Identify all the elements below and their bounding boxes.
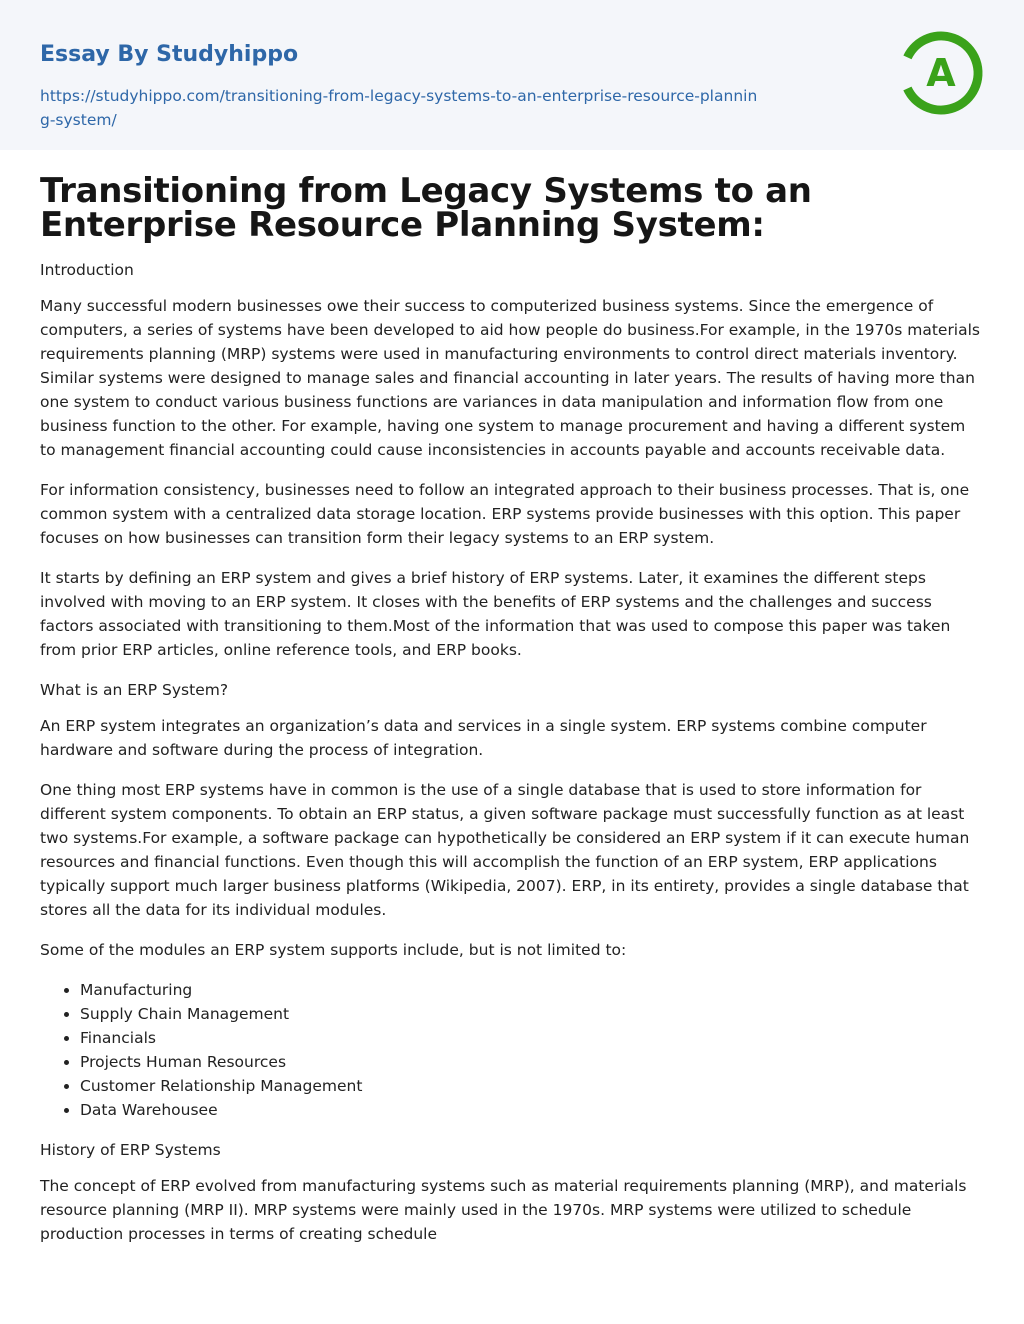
brand-title[interactable]: Essay By Studyhippo: [40, 42, 299, 67]
section-heading-what-is-erp: What is an ERP System?: [40, 681, 229, 699]
paragraph: It starts by defining an ERP system and gives a brief history of ERP systems. Later, it examines the different steps involved with moving to an ERP system. It closes with the benefits of ERP systems and the challenges and success factors associated with transitioning to them.Most of the information that was used to compose this paper was taken from prior ERP articles, online reference tools, and ERP books.: [40, 569, 951, 659]
paragraph: One thing most ERP systems have in common is the use of a single database that is used to store information for different system components. To obtain an ERP status, a given software package must successfully function as at least two systems.For example, a software package can hypothetically be considered an ERP system if it can execute human resources and financial functions. Even though this will accomplish the function of an ERP system, ERP applications typically support much larger business platforms (Wikipedia, 2007). ERP, in its entirety, provides a single database that stores all the data for its individual modules.: [40, 781, 970, 919]
studyhippo-logo-icon[interactable]: [896, 28, 986, 118]
essay-url-link[interactable]: https://studyhippo.com/transitioning-from-legacy-systems-to-an-enterprise-resource-planning-system/: [40, 87, 758, 129]
list-item: • Customer Relationship Management: [80, 1074, 984, 1098]
logo-letter: A: [926, 51, 956, 95]
list-item: • Financials: [80, 1026, 984, 1050]
paragraph: Many successful modern businesses owe their success to computerized business systems. Since the emergence of computers, a series of systems have been developed to aid how people do business.For example, in the 1970s materials requirements planning (MRP) systems were used in manufacturing environments to control direct materials inventory. Similar systems were designed to manage sales and financial accounting in later years. The results of having more than one system to conduct various business functions are variances in data manipulation and information flow from one business function to the other. For example, having one system to manage procurement and having a different system to management financial accounting could cause inconsistencies in accounts payable and accounts receivable data.: [40, 297, 980, 459]
list-item: • Projects Human Resources: [80, 1050, 984, 1074]
section-heading-history: History of ERP Systems: [40, 1141, 221, 1159]
list-item: • Data Warehousee: [80, 1098, 984, 1122]
essay-title: Transitioning from Legacy Systems to an Enterprise Resource Planning System:: [40, 171, 812, 245]
essay-content: [0, 150, 1024, 1246]
paragraph: For information consistency, businesses need to follow an integrated approach to their business processes. That is, one common system with a centralized data storage location. ERP systems provide businesses with this option. This paper focuses on how businesses can transition form their legacy systems to an ERP system.: [40, 481, 970, 547]
paragraph: The concept of ERP evolved from manufacturing systems such as material requirements planning (MRP), and materials resource planning (MRP II). MRP systems were mainly used in the 1970s. MRP systems were utilized to schedule production processes in terms of creating schedule: [40, 1177, 967, 1243]
paragraph: Some of the modules an ERP system supports include, but is not limited to:: [40, 941, 627, 959]
list-item: • Supply Chain Management: [80, 1002, 984, 1026]
modules-list: [40, 978, 984, 1122]
site-header: [0, 0, 1024, 150]
section-heading-introduction: Introduction: [40, 261, 134, 279]
list-item: • Manufacturing: [80, 978, 984, 1002]
paragraph: An ERP system integrates an organization’s data and services in a single system. ERP systems combine computer hardware and software during the process of integration.: [40, 717, 927, 759]
